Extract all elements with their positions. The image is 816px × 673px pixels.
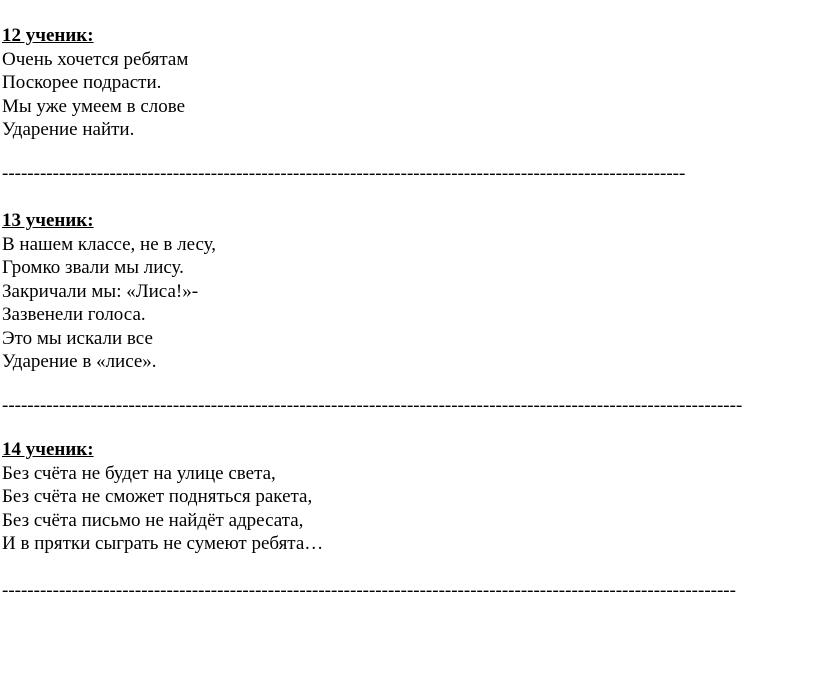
student-13-line-1: В нашем классе, не в лесу,: [2, 233, 217, 255]
stanza-student-12: [2, 24, 188, 142]
student-12-line-3: Мы уже умеем в слове: [2, 95, 186, 117]
student-14-line-3: Без счёта письмо не найдёт адресата,: [2, 509, 304, 531]
student-13-line-5: Это мы искали все: [2, 327, 153, 349]
student-14-heading: 14 ученик:: [2, 439, 94, 460]
student-13-heading: 13 ученик:: [2, 210, 94, 231]
student-14-line-1: Без счёта не будет на улице света,: [2, 462, 276, 484]
student-13-line-3: Закричали мы: «Лиса!»-: [2, 280, 199, 302]
dashed-separator-3: --------------------------------------------------------------------------------------------------------------------: [2, 581, 736, 601]
student-12-line-2: Поскорее подрасти.: [2, 72, 162, 93]
student-12-line-1: Очень хочется ребятам: [2, 48, 189, 70]
student-12-heading: 12 ученик:: [2, 25, 94, 46]
student-13-line-6: Ударение в «лисе».: [2, 351, 157, 372]
stanza-student-14: [2, 438, 323, 556]
student-14-line-4: И в прятки сыграть не сумеют ребята…: [2, 533, 324, 554]
stanza-student-13: [2, 209, 216, 374]
dashed-separator-2: ---------------------------------------------------------------------------------------------------------------------: [2, 396, 743, 416]
student-14-line-2: Без счёта не сможет подняться ракета,: [2, 486, 313, 507]
student-13-line-4: Зазвенели голоса.: [2, 304, 146, 325]
dashed-separator-1: ------------------------------------------------------------------------------------------------------------: [2, 164, 686, 184]
student-12-line-4: Ударение найти.: [2, 119, 135, 140]
student-13-line-2: Громко звали мы лису.: [2, 257, 184, 278]
